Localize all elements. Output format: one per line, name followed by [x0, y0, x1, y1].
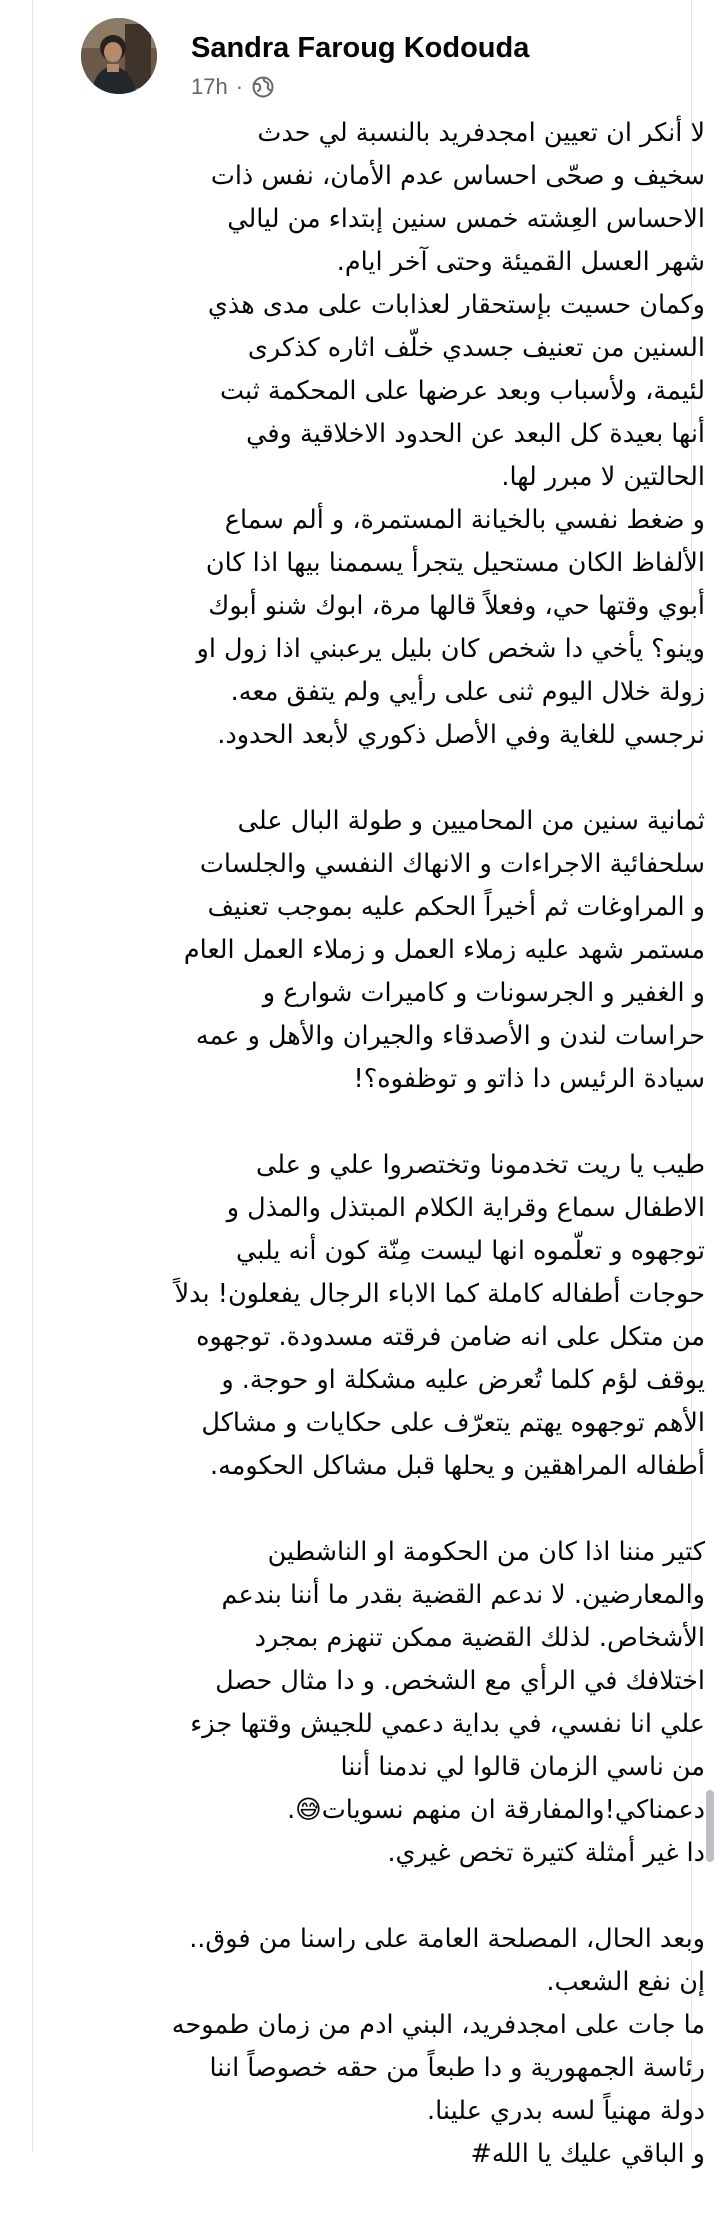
post-text-line: و الباقي عليك يا الله# [470, 2139, 705, 2169]
post-text-line: اختلافك في الرأي مع الشخص. و دا مثال حصل [215, 1666, 705, 1696]
post-text-line: إن نفع الشعب. [546, 1967, 705, 1997]
post-text-line: من ناسي الزمان قالوا لي ندمنا أننا [340, 1752, 705, 1782]
post-text-line: الاطفال سماع وقراية الكلام المبتذل والمذل و [226, 1193, 705, 1223]
post-meta [191, 74, 275, 100]
post-text-line: رئاسة الجمهورية و دا طبعاً من حقه خصوصاً اننا [209, 2053, 705, 2083]
post-paragraph [89, 800, 705, 1101]
post-text-line: أبوي وقتها حي، وفعلاً قالها مرة، ابوك شنو أبوك [208, 591, 705, 621]
post-text-line: والمعارضين. لا ندعم القضية بقدر ما أننا بندعم [221, 1580, 705, 1610]
post-text-line: الألفاظ الكان مستحيل يتجرأ يسممنا بيها اذا كان [205, 548, 705, 578]
post-text-line: زولة خلال اليوم ثنى على رأيي ولم يتفق معه. [230, 677, 705, 707]
avatar[interactable] [81, 18, 157, 94]
post-paragraph [89, 1531, 705, 1875]
post-text-line: سيادة الرئيس دا ذاتو و توظفوه؟! [353, 1064, 705, 1094]
post-text-line: الأشخاص. لذلك القضية ممكن تنهزم بمجرد [254, 1623, 705, 1653]
meta-separator: · [235, 74, 244, 99]
post-text-line: شهر العسل القميئة وحتى آخر ايام. [336, 247, 705, 277]
post-text-line: دعمناكي!والمفارقة ان منهم نسويات😅. [287, 1795, 705, 1825]
post-header [81, 14, 701, 104]
post-text-line: السنين من تعنيف جسدي خلّف اثاره كذكرى [247, 333, 705, 363]
scrollbar-thumb[interactable] [706, 1790, 714, 1862]
post-text-line: لئيمة، ولأسباب وبعد عرضها على المحكمة ثبت [220, 376, 705, 406]
post-text-line: علي انا نفسي، في بداية دعمي للجيش وقتها جزء [190, 1709, 705, 1739]
post-body [89, 112, 705, 2219]
post-text-line: لا أنكر ان تعيين امجدفريد بالنسبة لي حدث [257, 118, 705, 148]
post-text-line: دا غير أمثلة كتيرة تخص غيري. [387, 1838, 705, 1868]
post-text-line: سخيف و صحّى احساس عدم الأمان، نفس ذات [210, 161, 705, 191]
post-text-line: الأهم توجهوه يهتم يتعرّف على حكايات و مشاكل [201, 1408, 705, 1438]
avatar-photo [81, 18, 157, 94]
post-paragraph [89, 1918, 705, 2176]
post-text-line: أطفاله المراهقين و يحلها قبل مشاكل الحكومه. [210, 1451, 705, 1481]
post-text-line: أنها بعيدة كل البعد عن الحدود الاخلاقية وفي [246, 419, 705, 449]
post-text-line: من متكل على انه ضامن فرقته مسدودة. توجهوه [196, 1322, 705, 1352]
post-text-line: حراسات لندن و الأصدقاء والجيران والأهل و عمه [195, 1021, 705, 1051]
post-time[interactable]: 17h [191, 74, 228, 99]
post-text-line: وكمان حسيت بإستحقار لعذابات على مدى هذي [207, 290, 705, 320]
post-text-line: كتير مننا اذا كان من الحكومة او الناشطين [267, 1537, 705, 1567]
post-text-line: الاحساس العِشته خمس سنين إبتداء من ليالي [227, 204, 705, 234]
post-text-line: ما جات على امجدفريد، البني ادم من زمان طموحه [171, 2010, 705, 2040]
post-paragraph [89, 112, 705, 757]
post-text-line: ثمانية سنين من المحاميين و طولة البال على [237, 806, 705, 836]
post-text-line: و ضغط نفسي بالخيانة المستمرة، و ألم سماع [224, 505, 705, 535]
post-card [32, 0, 705, 2169]
post-text-line: يوقف لؤم كلما تُعرض عليه مشكلة او حوجة. و [221, 1365, 705, 1395]
author-name[interactable]: Sandra Faroug Kodouda [191, 32, 530, 64]
post-text-line: سلحفائية الاجراءات و الانهاك النفسي والجلسات [199, 849, 705, 879]
post-text-line: و الغفير و الجرسونات و كاميرات شوارع و [262, 978, 705, 1008]
post-text-line: الحالتين لا مبرر لها. [501, 462, 705, 492]
post-text-line: توجهوه و تعلّموه انها ليست مِنّة كون أنه يلبي [236, 1236, 705, 1266]
post-text-line: مستمر شهد عليه زملاء العمل و زملاء العمل العام [183, 935, 705, 965]
post-paragraph [89, 1144, 705, 1488]
post-text-line: نرجسي للغاية وفي الأصل ذكوري لأبعد الحدود. [217, 720, 705, 750]
post-text-line: دولة مهنياً لسه بدري علينا. [427, 2096, 705, 2126]
post-text-line: و المراوغات ثم أخيراً الحكم عليه بموجب تعنيف [207, 892, 705, 922]
post-text-line: وينو؟ يأخي دا شخص كان بليل يرعبني اذا زول او [196, 634, 705, 664]
post-text-line: وبعد الحال، المصلحة العامة على راسنا من فوق.. [189, 1924, 705, 1954]
post-text-line: طيب يا ريت تخدمونا وتختصروا علي و على [255, 1150, 705, 1180]
globe-icon [251, 75, 275, 99]
post-text-line: حوجات أطفاله كاملة كما الاباء الرجال يفعلون! بدلاً [174, 1279, 705, 1309]
